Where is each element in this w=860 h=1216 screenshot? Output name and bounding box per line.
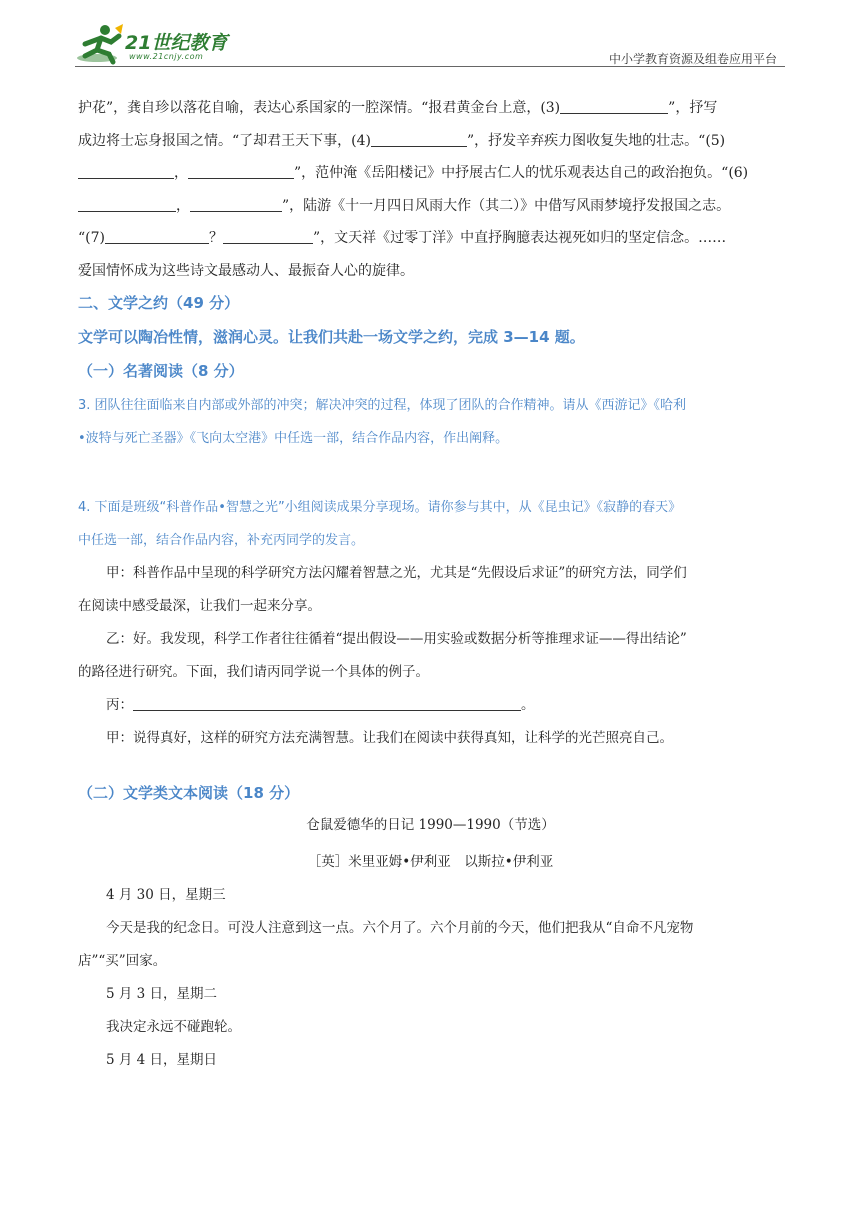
diary-text: 今天是我的纪念日。可没人注意到这一点。六个月了。六个月前的今天，他们把我从“自命不凡宠物 — [106, 920, 694, 936]
answer-blank-5a[interactable] — [78, 162, 174, 179]
question-4-cont: 中任选一部，结合作品内容，补充丙同学的发言。 — [78, 533, 365, 548]
diary-text: 店”“买”回家。 — [78, 953, 167, 969]
answer-blank-7a[interactable] — [105, 227, 209, 244]
dialogue-line: 的路径进行研究。下面，我们请丙同学说一个具体的例子。 — [78, 664, 429, 680]
diary-date: 5 月 3 日，星期二 — [106, 986, 218, 1002]
dialogue-line: 甲：说得真好，这样的研究方法充满智慧。让我们在阅读中获得真知，让科学的光芒照亮自己。 — [106, 730, 673, 746]
dialogue-line: 甲：科普作品中呈现的科学研究方法闪耀着智慧之光，尤其是“先假设后求证”的研究方法，同学们 — [106, 565, 687, 581]
poem-line: “(7) ？ ”，文天祥《过零丁洋》中直抒胸臆表达视死如归的坚定信念。…… — [78, 222, 783, 255]
section-heading: 二、文学之约（49 分） — [78, 294, 240, 312]
header-divider — [75, 66, 785, 67]
dialogue-line: 乙：好。我发现，科学工作者往往循着“提出假设——用实验或数据分析等推理求证——得出结论” — [106, 631, 687, 647]
question-4: 4. 下面是班级“科普作品•智慧之光”小组阅读成果分享现场。请你参与其中，从《昆虫记》《寂静的春天》 — [78, 500, 682, 515]
poem-line: 爱国情怀成为这些诗文最感动人、最振奋人心的旋律。 — [78, 262, 414, 279]
section-intro: 文学可以陶冶性情，滋润心灵。让我们共赴一场文学之约，完成 3—14 题。 — [78, 328, 585, 346]
answer-blank-4[interactable] — [371, 130, 467, 147]
article-title: 仓鼠爱德华的日记 1990—1990（节选） — [306, 817, 555, 833]
page-header — [75, 18, 785, 68]
poem-line: ， ”，范仲淹《岳阳楼记》中抒展古仁人的忧乐观表达自己的政治抱负。“(6) — [78, 157, 783, 190]
diary-text: 我决定永远不碰跑轮。 — [106, 1019, 241, 1035]
dialogue-line: 丙： 。 — [78, 689, 783, 722]
logo — [75, 22, 245, 66]
poem-line: ， ”，陆游《十一月四日风雨大作（其二）》中借写风雨梦境抒发报国之志。 — [78, 190, 783, 223]
diary-date: 4 月 30 日，星期三 — [106, 887, 226, 903]
diary-date: 5 月 4 日，星期日 — [106, 1052, 218, 1068]
platform-name: 中小学教育资源及组卷应用平台 — [608, 52, 777, 66]
answer-blank-3[interactable] — [560, 97, 668, 114]
answer-blank-7b[interactable] — [223, 227, 313, 244]
answer-blank-bing[interactable] — [133, 694, 521, 711]
question-3-cont: •波特与死亡圣器》《飞向太空港》中任选一部，结合作品内容，作出阐释。 — [78, 431, 509, 446]
subsection-heading: （二）文学类文本阅读（18 分） — [78, 784, 300, 802]
article-author: ［英］米里亚姆•伊利亚 以斯拉•伊利亚 — [307, 854, 554, 870]
page-body — [78, 92, 783, 1077]
logo-text: 21世纪教育 — [125, 32, 228, 54]
answer-blank-5b[interactable] — [188, 162, 294, 179]
poem-line: 护花”，龚自珍以落花自喻，表达心系国家的一腔深情。“报君黄金台上意，(3) ”，抒写 — [78, 92, 783, 125]
dialogue — [78, 557, 783, 755]
reading-text — [78, 809, 783, 1077]
question-3: 3. 团队往往面临来自内部或外部的冲突；解决冲突的过程，体现了团队的合作精神。请从《西游记》《哈利 — [78, 398, 687, 413]
dialogue-line: 在阅读中感受最深，让我们一起来分享。 — [78, 598, 321, 614]
answer-blank-6a[interactable] — [78, 195, 176, 212]
answer-blank-6b[interactable] — [190, 195, 282, 212]
subsection-heading: （一）名著阅读（8 分） — [78, 362, 244, 380]
poem-line: 成边将士忘身报国之情。“了却君王天下事，(4) ”，抒发辛弃疾力图收复失地的壮志。“(5) — [78, 125, 783, 158]
logo-url: www.21cnjy.com — [129, 52, 204, 61]
